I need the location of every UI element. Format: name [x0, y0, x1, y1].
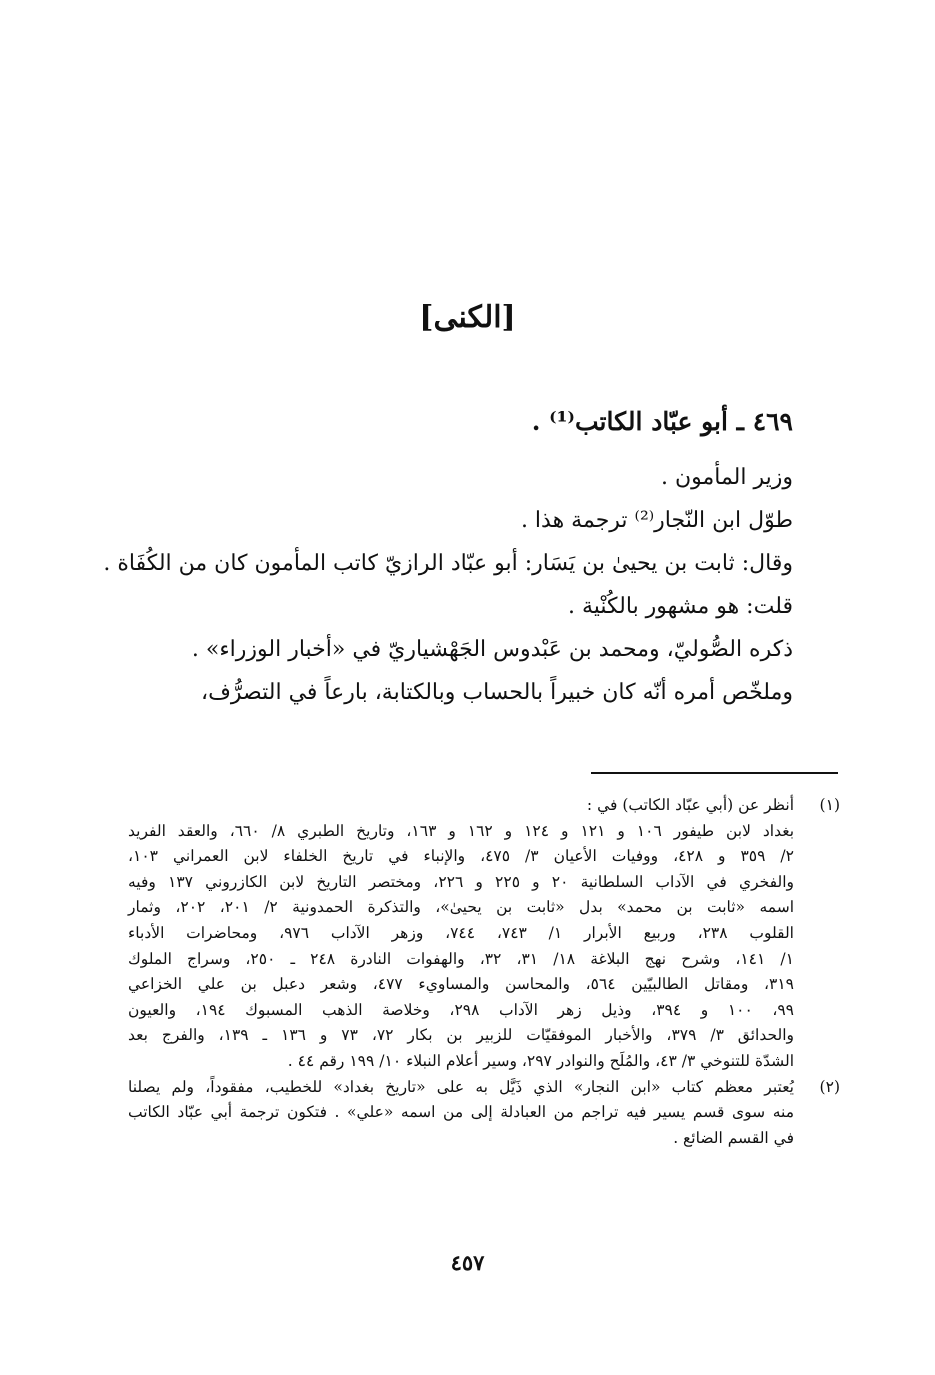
entry-name: أبو عبّاد الكاتب⁽¹⁾ .: [531, 407, 728, 436]
entry-body: [73, 456, 793, 714]
footnote-number: (٢): [819, 1077, 840, 1096]
footnote-line: الشدّة للتنوخي ٣/ ٤٣، والمُلَح والنوادر ٢٩٧، وسير أعلام النبلاء ١٠/ ١٩٩ رقم ٤٤ .: [287, 1051, 794, 1070]
footnote-line: ٩٩، ١٠٠ و ٣٩٤، وذيل زهر الآداب ٢٩٨، وخلاصة الذهب المسبوك ١٩٤، والعيون: [128, 1000, 795, 1019]
footnote-line: ٣١٩، ومقاتل الطالبيّين ٥٦٤، والمحاسن والمساويء ٤٧٧، وشعر دعبل بن علي الخزاعي: [128, 975, 794, 994]
entry-dash: ـ: [736, 407, 744, 436]
entry-number: ٤٦٩: [752, 407, 793, 436]
footnote-line: في القسم الضائع .: [673, 1128, 794, 1147]
footnote-line: ٢/ ٣٥٩ و ٤٢٨، ووفيات الأعيان ٣/ ٤٧٥، والإنباء في تاريخ الخلفاء لابن العمراني ١٠٣،: [128, 847, 794, 866]
footnote-line: اسمه «ثابت بن محمد» بدل «ثابت بن يحيىٰ»، والتذكرة الحمدونية ٢/ ٢٠١، ٢٠٢، وثمار: [128, 898, 795, 917]
footnote-line: القلوب ٢٣٨، وربيع الأبرار ١/ ٧٤٣، ٧٤٤، وزهر الآداب ٩٧٦، ومحاضرات الأدباء: [128, 923, 794, 942]
footnote-line: بغداد لابن طيفور ١٠٦ و ١٢١ و ١٢٤ و ١٦٢ و ١٦٣، وتاريخ الطبري ٨/ ٦٦٠، والعقد الفريد: [128, 821, 795, 840]
body-paragraph: وقال: ثابت بن يحيىٰ بن يَسَار: أبو عبّاد الرازيّ كاتب المأمون كان من الكُفَاة .: [103, 551, 793, 576]
body-paragraph: وملخّص أمره أنّه كان خبيراً بالحساب وبالكتابة، بارعاً في التصرُّف،: [201, 680, 793, 705]
footnote-line: والحدائق ٣/ ٣٧٩، والأخبار الموفقيّات للزبير بن بكار ٧٢، ٧٣ و ١٣٦ ـ ١٣٩، والفرج بعد: [128, 1026, 794, 1045]
body-paragraph: وزير المأمون .: [660, 465, 793, 490]
footnote-number: (١): [819, 796, 840, 814]
footnote-line: أنظر عن (أبي عبّاد الكاتب) في :: [586, 796, 794, 814]
footnote-1: [128, 793, 840, 1075]
body-paragraph: طوّل ابن النّجار⁽²⁾ ترجمة هذا .: [520, 508, 793, 533]
entry-heading: [133, 402, 793, 442]
footnote-line: منه سوى قسم يسير فيه تراجم من العبادلة إلى من اسمه «علي» . فتكون ترجمة أبي عبّاد الكاتب: [128, 1103, 794, 1122]
footnotes: [128, 793, 840, 1151]
footnote-line: يُعتبر معظم كتاب «ابن النجار» الذي ذَيَّل به على «تاريخ بغداد» للخطيب، مفقوداً، ولم يصلنا: [128, 1077, 794, 1096]
footnote-divider: [591, 772, 838, 774]
body-paragraph: ذكره الصُّوليّ، ومحمد بن عَبْدوس الجَهْشياريّ في «أخبار الوزراء» .: [191, 637, 793, 662]
footnote-line: والفخري في الآداب السلطانية ٢٠ و ٢٢٥ و ٢٢٦، ومختصر التاريخ لابن الكازروني ١٣٧ وفيه: [128, 872, 795, 891]
body-paragraph: قلت: هو مشهور بالكُنْية .: [567, 594, 793, 619]
footnote-line: ١/ ١٤١، وشرح نهج البلاغة ١٨/ ٣١، ٣٢، والهفوات النادرة ٢٤٨ ـ ٢٥٠، وسراج الملوك: [128, 949, 794, 968]
section-title: [الكنى]: [419, 300, 516, 335]
footnote-2: [128, 1075, 840, 1152]
page-number: ٤٥٧: [450, 1250, 485, 1275]
